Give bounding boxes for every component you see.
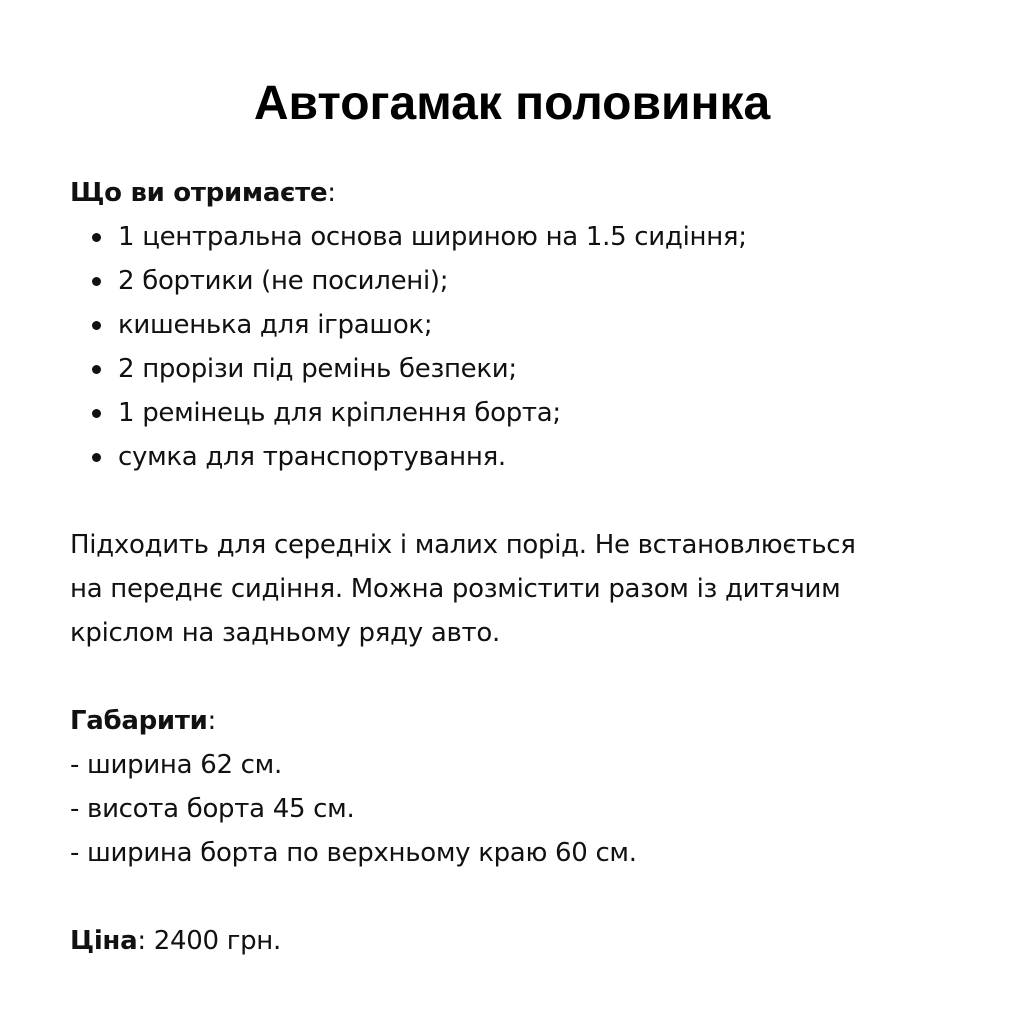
bullet-icon — [92, 233, 101, 242]
list-item — [92, 215, 970, 259]
dimension-item: - ширина борта по верхньому краю 60 см. — [70, 838, 637, 868]
bullet-icon — [92, 321, 101, 330]
description-line: кріслом на задньому ряду авто. — [70, 618, 500, 648]
bullet-icon — [92, 365, 101, 374]
dimensions-heading-line: Габарити: — [70, 706, 216, 736]
bullet-icon — [92, 277, 101, 286]
bullet-icon — [92, 453, 101, 462]
package-heading: Що ви отримаєте — [70, 178, 328, 208]
list-item — [92, 435, 970, 479]
list-item — [92, 391, 970, 435]
description-line: на переднє сидіння. Можна розмістити разом із дитячим — [70, 574, 841, 604]
dimensions-heading: Габарити — [70, 706, 208, 736]
dimension-item: - висота борта 45 см. — [70, 794, 355, 824]
list-item-text: 1 ремінець для кріплення борта; — [118, 398, 561, 428]
list-item-text: сумка для транспортування. — [118, 442, 506, 472]
bullet-icon — [92, 409, 101, 418]
list-item-text: 1 центральна основа шириною на 1.5 сидіння; — [118, 222, 747, 252]
price-label: Ціна — [70, 926, 138, 956]
list-item — [92, 347, 970, 391]
spacer — [70, 655, 970, 699]
content-body — [70, 171, 970, 963]
list-item-text: 2 бортики (не посилені); — [118, 266, 449, 296]
price-value: 2400 грн. — [153, 926, 281, 956]
package-list — [70, 215, 970, 479]
list-item-text: кишенька для іграшок; — [118, 310, 433, 340]
page-title: Автогамак половинка — [253, 77, 771, 130]
dimension-item: - ширина 62 см. — [70, 750, 282, 780]
description-paragraph — [70, 523, 970, 655]
spacer — [70, 875, 970, 919]
list-item-text: 2 прорізи під ремінь безпеки; — [118, 354, 517, 384]
price-line: Ціна: 2400 грн. — [70, 926, 281, 956]
spacer — [70, 479, 970, 523]
list-item — [92, 303, 970, 347]
description-line: Підходить для середніх і малих порід. Не встановлюється — [70, 530, 856, 560]
package-heading-line: Що ви отримаєте: — [70, 178, 336, 208]
list-item — [92, 259, 970, 303]
